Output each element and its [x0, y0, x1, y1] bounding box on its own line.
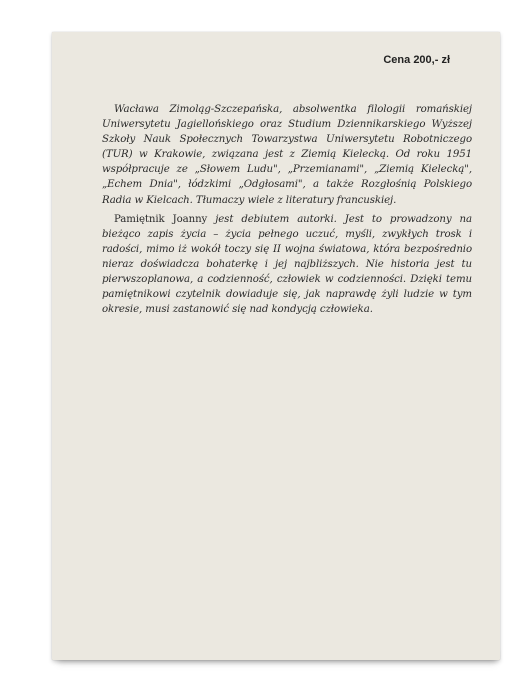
book-title: Pamiętnik Joanny [114, 213, 208, 225]
book-description: jest debiutem autorki. Jest to prowadzony na bieżąco zapis życia – życia pełnego uczuć, myśli, zwykłych trosk i radości, mimo iż wokół toczy się II wojna światowa, która bezpośrednio nieraz doświadcza bohaterkę i jej najbliższych. Nie historia jest tu pierwszoplanowa, a codzienność, człowiek w codzienności. Dzięki temu pamiętnikowi czytelnik dowiaduje się, jak naprawdę żyli ludzie w tym okresie, musi zastanowić się nad kondycją człowieka. [102, 213, 472, 316]
author-paragraph [102, 102, 472, 208]
author-name: Wacława Zimoląg-Szczepańska [114, 104, 280, 115]
blurb-text [102, 102, 472, 317]
book-back-cover [52, 32, 500, 660]
price-label: Cena 200,- zł [383, 54, 450, 66]
book-paragraph [102, 212, 472, 318]
author-bio: , absolwentka filologii romańskiej Uniwersytetu Jagiellońskiego oraz Studium Dziennikarskiego Wyższej Szkoły Nauk Społecznych Towarzystwa Uniwersytetu Robotniczego (TUR) w Krakowie, związana jest z Ziemią Kielecką. Od roku 1951 współpracuje ze „Słowem Ludu", „Przemianami", „Ziemią Kielecką", „Echem Dnia", łódzkimi „Odgłosami", a także Rozgłośnią Polskiego Radia w Kielcach. Tłumaczy wiele z literatury francuskiej. [102, 104, 472, 206]
